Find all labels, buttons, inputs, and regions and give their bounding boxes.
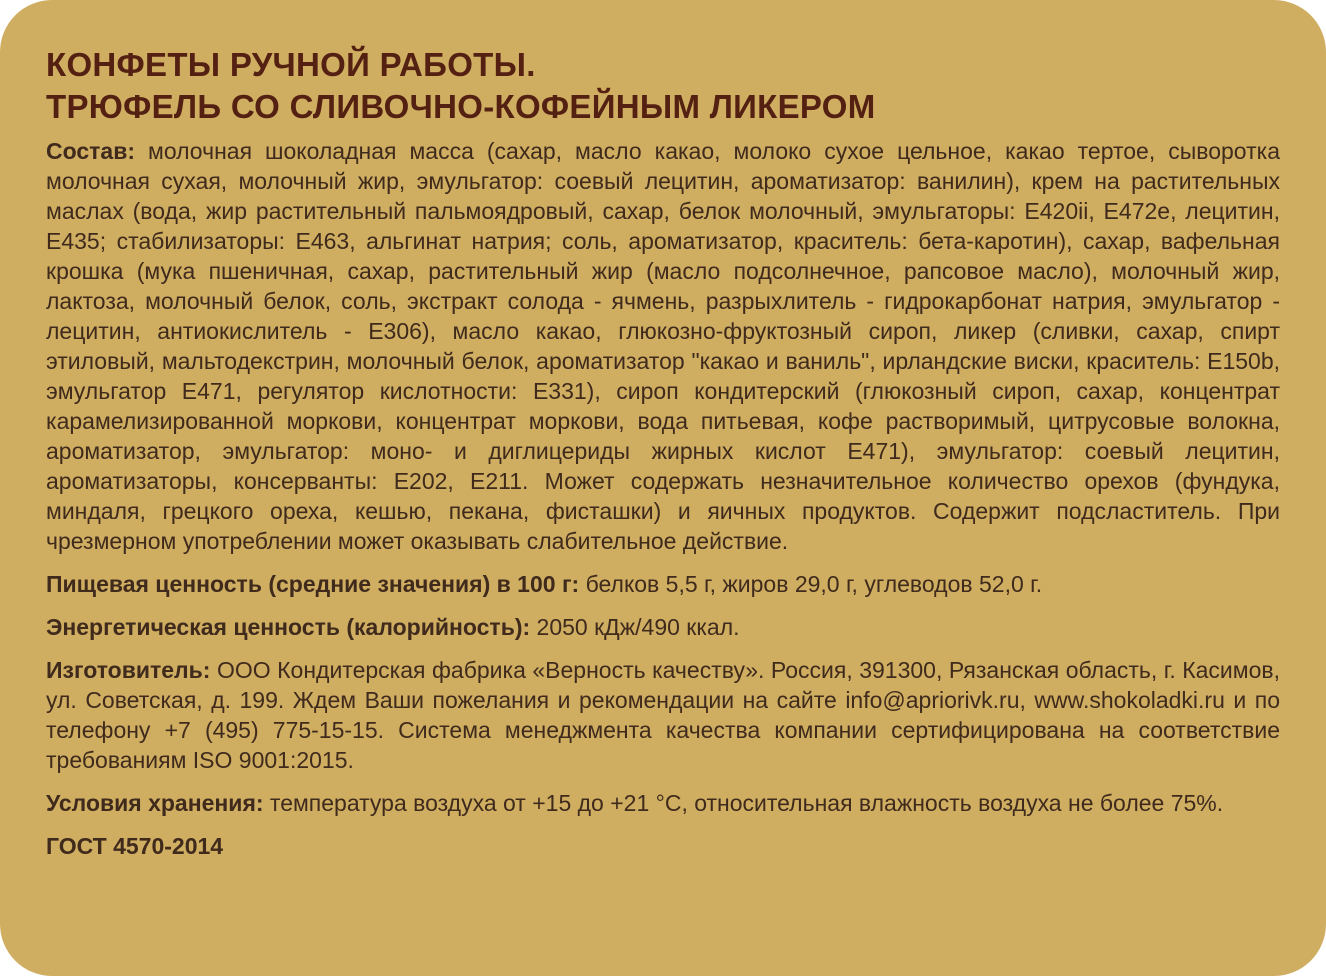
gost-standard: ГОСТ 4570-2014 xyxy=(46,833,224,859)
product-title xyxy=(46,44,1280,128)
manufacturer-section xyxy=(46,655,1280,775)
energy-section xyxy=(46,612,1280,642)
storage-label: Условия хранения: xyxy=(46,790,264,816)
manufacturer-text: ООО Кондитерская фабрика «Верность качеству». Россия, 391300, Рязанская область, г. Касимов, ул. Советская, д. 199. Ждем Ваши пожелания и рекомендации на сайте info@apriorivk.ru, www.shokoladki.ru и по телефону +7 (495) 775-15-15. Система менеджмента качества компании сертифицирована на соответствие требованиям ISO 9001:2015. xyxy=(46,657,1280,773)
title-line-1: КОНФЕТЫ РУЧНОЙ РАБОТЫ. xyxy=(46,46,536,83)
nutrition-label: Пищевая ценность (средние значения) в 100 г: xyxy=(46,571,580,597)
energy-label: Энергетическая ценность (калорийность): xyxy=(46,614,531,640)
nutrition-text: белков 5,5 г, жиров 29,0 г, углеводов 52,0 г. xyxy=(579,571,1043,597)
energy-text: 2050 кДж/490 ккал. xyxy=(530,614,740,640)
storage-section xyxy=(46,788,1280,818)
storage-text: температура воздуха от +15 до +21 °С, относительная влажность воздуха не более 75%. xyxy=(263,790,1224,816)
composition-text: молочная шоколадная масса (сахар, масло какао, молоко сухое цельное, какао тертое, сыворотка молочная сухая, молочный жир, эмульгатор: соевый лецитин, ароматизатор: ванилин), крем на растительных маслах (вода, жир растительный пальмоядровый, сахар, белок молочный, эмульгаторы: Е420ii, Е472е, лецитин, Е435; стабилизаторы: Е463, альгинат натрия; соль, ароматизатор, краситель: бета-каротин), сахар, вафельная крошка (мука пшеничная, сахар, растительный жир (масло подсолнечное, рапсовое масло), молочный жир, лактоза, молочный белок, соль, экстракт солода - ячмень, разрыхлитель - гидрокарбонат натрия, эмульгатор - лецитин, антиокислитель - Е306), масло какао, глюкозно-фруктозный сироп, ликер (сливки, сахар, спирт этиловый, мальтодекстрин, молочный белок, ароматизатор "какао и ваниль", ирландские виски, краситель: Е150b, эмульгатор Е471, регулятор кислотности: Е331), сироп кондитерский (глюкозный сироп, сахар, концентрат карамелизированной моркови, концентрат моркови, вода питьевая, кофе растворимый, цитрусовые волокна, ароматизатор, эмульгатор: моно- и диглицериды жирных кислот Е471), эмульгатор: соевый лецитин, ароматизаторы, консерванты: Е202, Е211. Может содержать незначительное количество орехов (фундука, миндаля, грецкого ореха, кешью, пекана, фисташки) и яичных продуктов. Содержит подсластитель. При чрезмерном употреблении может оказывать слабительное действие. xyxy=(46,138,1280,554)
title-line-2: ТРЮФЕЛЬ СО СЛИВОЧНО-КОФЕЙНЫМ ЛИКЕРОМ xyxy=(46,88,876,125)
nutrition-section xyxy=(46,569,1280,599)
manufacturer-label: Изготовитель: xyxy=(46,657,211,683)
composition-label: Состав: xyxy=(46,138,136,164)
composition-section xyxy=(46,136,1280,556)
